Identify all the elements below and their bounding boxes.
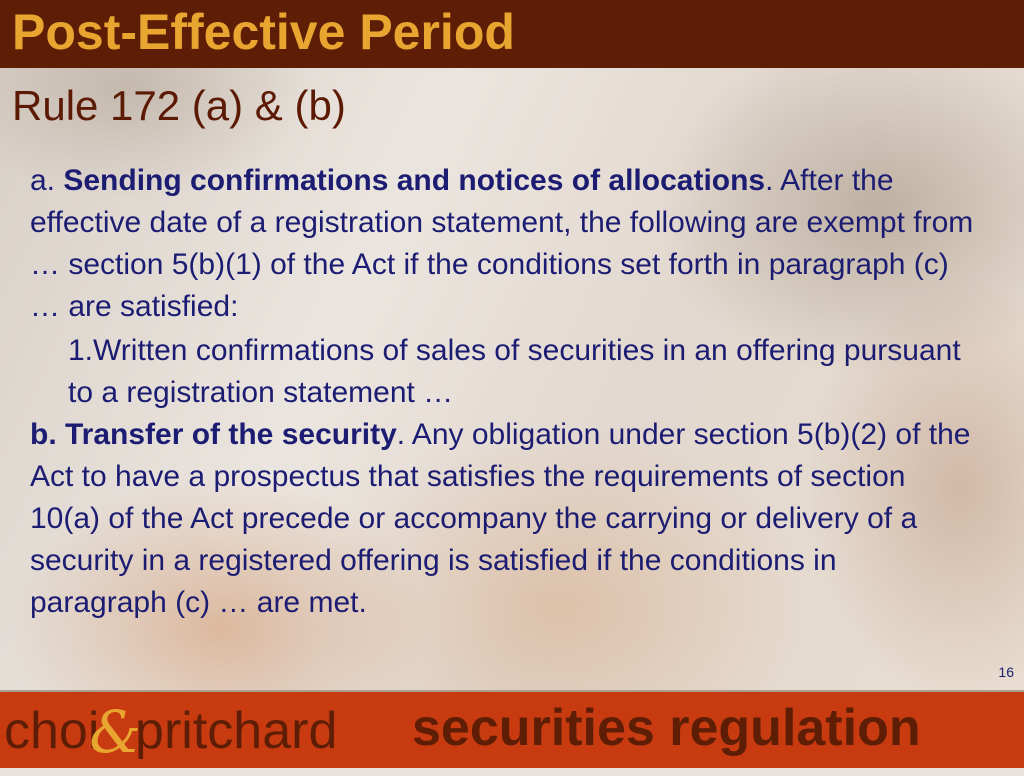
paragraph-b <box>30 414 980 624</box>
slide-content <box>0 68 1024 690</box>
course-title: securities regulation <box>412 699 921 757</box>
brand-logo <box>4 696 338 766</box>
brand-ampersand: & <box>89 698 142 766</box>
paragraph-a-heading: Sending confirmations and notices of allocations <box>63 164 766 197</box>
page-number: 16 <box>998 664 1014 680</box>
rule-subtitle: Rule 172 (a) & (b) <box>12 82 346 129</box>
brand-first: choi <box>4 702 100 760</box>
paragraph-a-text: After the effective date of a registration statement, the following are exempt from … section 5(b)(1) of the Act if the conditions set forth in paragraph (c) … are satisfied: <box>30 164 974 323</box>
paragraph-a-prefix: a. <box>30 164 64 197</box>
footer-bar <box>0 692 1024 768</box>
list-item-1: 1.Written confirmations of sales of securities in an offering pursuant to a registration statement … <box>68 334 961 409</box>
body-text <box>30 160 980 624</box>
paragraph-b-heading: b. Transfer of the security <box>30 418 397 451</box>
paragraph-b-period: . <box>396 418 406 451</box>
slide-title: Post-Effective Period <box>12 4 515 60</box>
paragraph-a-period: . <box>765 164 774 197</box>
brand-second: pritchard <box>135 702 338 760</box>
paragraph-a <box>30 160 980 328</box>
title-bar <box>0 0 1024 68</box>
paragraph-b-text: Any obligation under section 5(b)(2) of the Act to have a prospectus that satisfies the requirements of section 10(a) of the Act precede or accompany the carrying or delivery of a security in a registered offering is satisfied if the conditions in paragraph (c) … are met. <box>30 418 971 619</box>
